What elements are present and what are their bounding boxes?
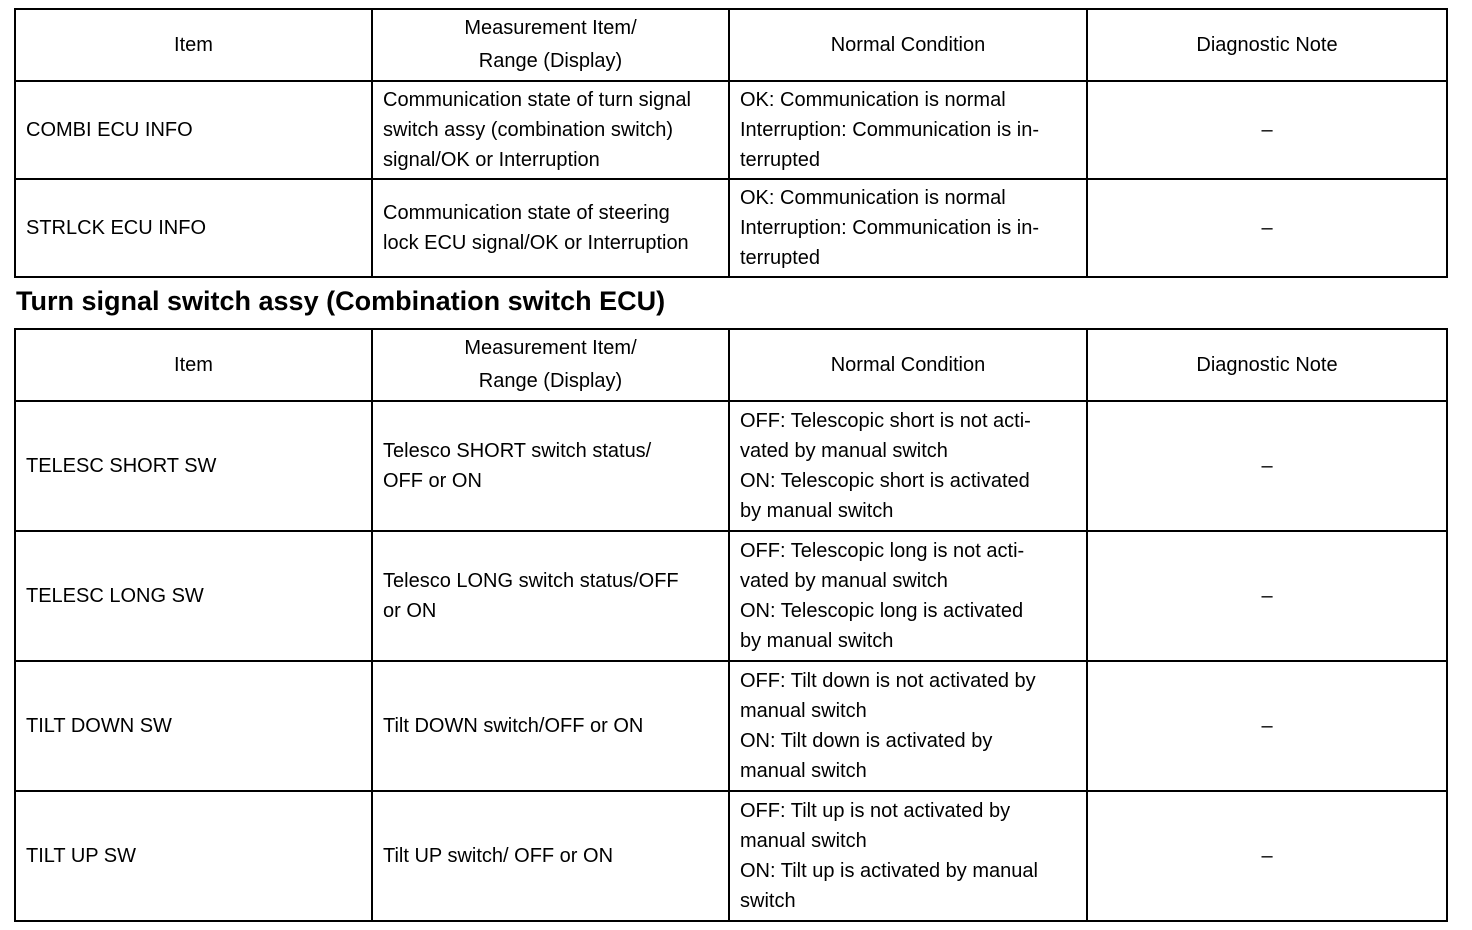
item-cell: TILT UP SW xyxy=(15,791,372,921)
measurement-cell: Communication state of turn signal switch assy (combination switch) signal/OK or Interruption xyxy=(372,81,729,179)
item-cell: STRLCK ECU INFO xyxy=(15,179,372,277)
combination-switch-table xyxy=(14,328,1448,922)
diagnostic-note-cell: – xyxy=(1087,81,1447,179)
normal-condition-cell: OK: Communication is normal Interruption: Communication is in- terrupted xyxy=(729,81,1087,179)
diagnostic-note-cell: – xyxy=(1087,531,1447,661)
measurement-cell: Telesco LONG switch status/OFF or ON xyxy=(372,531,729,661)
measurement-cell: Communication state of steering lock ECU signal/OK or Interruption xyxy=(372,179,729,277)
header-measurement: Measurement Item/ Range (Display) xyxy=(372,9,729,81)
header-item: Item xyxy=(15,9,372,81)
measurement-cell: Tilt DOWN switch/OFF or ON xyxy=(372,661,729,791)
normal-condition-cell: OFF: Telescopic short is not acti- vated by manual switch ON: Telescopic short is activated by manual switch xyxy=(729,401,1087,531)
ecu-info-table xyxy=(14,8,1448,278)
item-cell: TELESC LONG SW xyxy=(15,531,372,661)
header-normal-condition: Normal Condition xyxy=(729,329,1087,401)
normal-condition-cell: OFF: Tilt down is not activated by manual switch ON: Tilt down is activated by manual switch xyxy=(729,661,1087,791)
table-row xyxy=(15,661,1447,791)
table-row xyxy=(15,791,1447,921)
table-row xyxy=(15,531,1447,661)
measurement-cell: Telesco SHORT switch status/ OFF or ON xyxy=(372,401,729,531)
table-row xyxy=(15,81,1447,179)
item-cell: COMBI ECU INFO xyxy=(15,81,372,179)
section-title: Turn signal switch assy (Combination switch ECU) xyxy=(16,286,666,316)
table-header-row xyxy=(15,9,1447,81)
measurement-cell: Tilt UP switch/ OFF or ON xyxy=(372,791,729,921)
header-normal-condition: Normal Condition xyxy=(729,9,1087,81)
item-cell: TELESC SHORT SW xyxy=(15,401,372,531)
table-row xyxy=(15,179,1447,277)
header-item: Item xyxy=(15,329,372,401)
diagnostic-note-cell: – xyxy=(1087,179,1447,277)
diagnostic-note-cell: – xyxy=(1087,401,1447,531)
header-diagnostic-note: Diagnostic Note xyxy=(1087,9,1447,81)
diagnostic-note-cell: – xyxy=(1087,661,1447,791)
header-measurement: Measurement Item/ Range (Display) xyxy=(372,329,729,401)
normal-condition-cell: OFF: Telescopic long is not acti- vated by manual switch ON: Telescopic long is activated by manual switch xyxy=(729,531,1087,661)
table-header-row xyxy=(15,329,1447,401)
normal-condition-cell: OK: Communication is normal Interruption: Communication is in- terrupted xyxy=(729,179,1087,277)
table-row xyxy=(15,401,1447,531)
item-cell: TILT DOWN SW xyxy=(15,661,372,791)
header-diagnostic-note: Diagnostic Note xyxy=(1087,329,1447,401)
normal-condition-cell: OFF: Tilt up is not activated by manual switch ON: Tilt up is activated by manual switch xyxy=(729,791,1087,921)
diagnostic-note-cell: – xyxy=(1087,791,1447,921)
